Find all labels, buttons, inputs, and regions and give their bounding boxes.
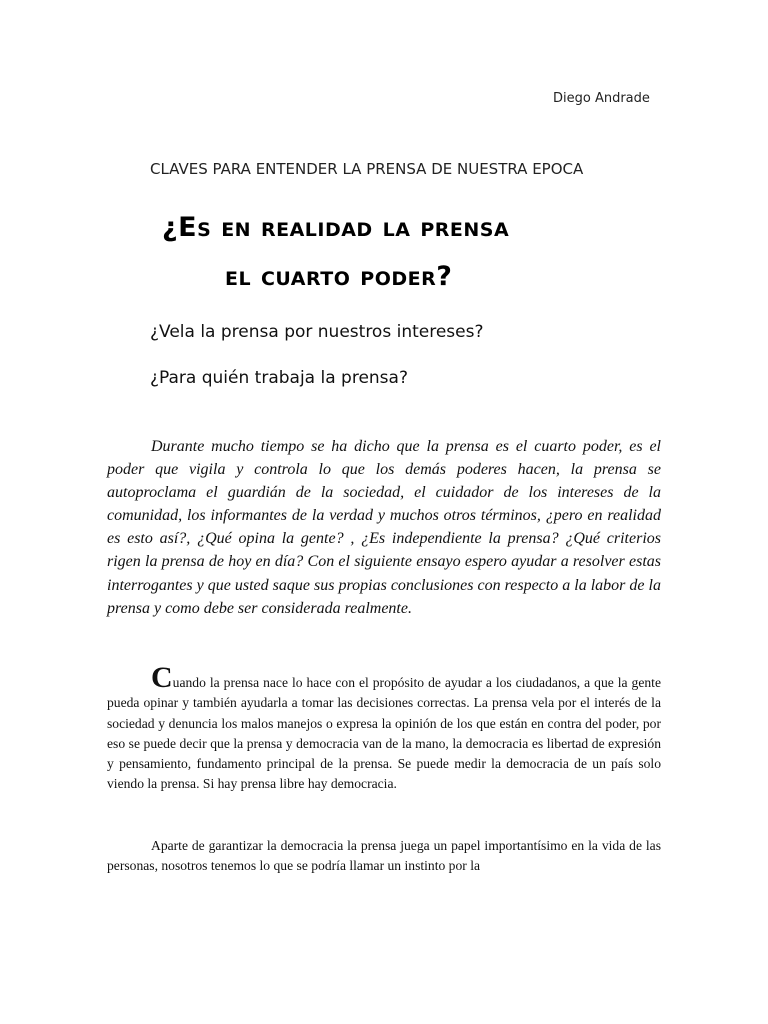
drop-cap: C [151, 661, 173, 694]
body-paragraph-1 [107, 661, 661, 795]
document-title-line-2: el cuarto poder? [225, 261, 453, 292]
body-paragraph-2: Aparte de garantizar la democracia la prensa juega un papel importantísimo en la vida de las personas, nosotros tenemos lo que se podría llamar un instinto por la [107, 838, 661, 874]
document-title-line-1: ¿Es en realidad la prensa [162, 212, 510, 243]
question-2: ¿Para quién trabaja la prensa? [150, 368, 408, 388]
body-paragraph-1-text: uando la prensa nace lo hace con el propósito de ayudar a los ciudadanos, a que la gente pueda opinar y también ayudarla a tomar las decisiones correctas. La prensa vela por el interés de la sociedad y denuncia los malos manejos o expresa la opinión de los que están en contra del poder, por eso se puede decir que la prensa y democracia van de la mano, la democracia es libertad de expresión y pensamiento, fundamento principal de la prensa. Se puede medir la democracia de un país solo viendo la prensa. Si hay prensa libre hay democracia. [107, 675, 661, 792]
section-heading: CLAVES PARA ENTENDER LA PRENSA DE NUESTRA EPOCA [150, 160, 584, 178]
intro-paragraph: Durante mucho tiempo se ha dicho que la prensa es el cuarto poder, es el poder que vigila y controla lo que los demás poderes hacen, la prensa se autoproclama el guardián de la sociedad, el cuidador de los intereses de la comunidad, los informantes de la verdad y muchos otros términos, ¿pero en realidad es esto así?, ¿Qué opina la gente? , ¿Es independiente la prensa? ¿Qué criterios rigen la prensa de hoy en día? Con el siguiente ensayo espero ayudar a resolver estas interrogantes y que usted saque sus propias conclusiones con respecto a la labor de la prensa y como debe ser considerada realmente. [107, 438, 661, 617]
question-1: ¿Vela la prensa por nuestros intereses? [150, 322, 484, 342]
author-name: Diego Andrade [553, 91, 650, 106]
